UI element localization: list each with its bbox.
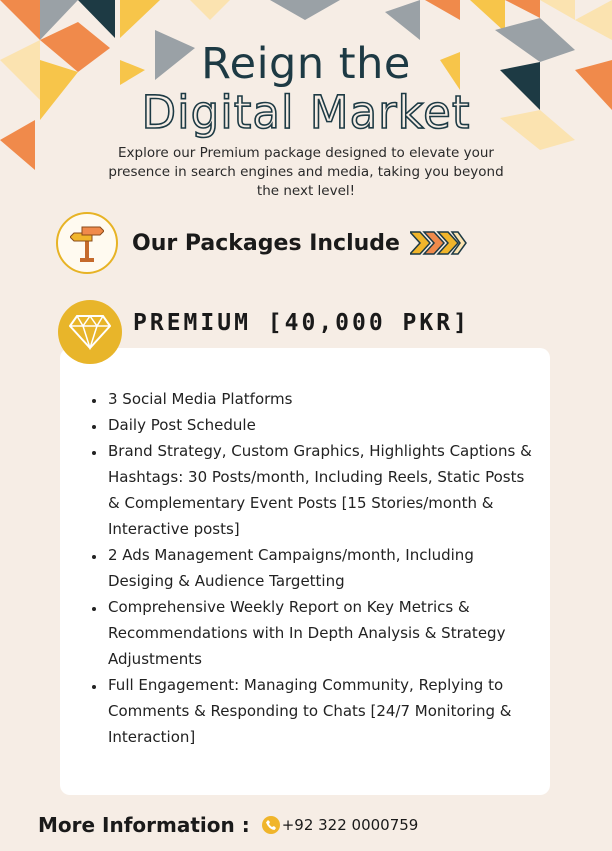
premium-title: PREMIUM [40,000 PKR] <box>133 310 470 336</box>
diamond-icon <box>58 300 122 364</box>
title-line-2: Digital Market <box>141 86 471 139</box>
title-block <box>0 40 612 138</box>
packages-heading-row <box>56 212 468 274</box>
packages-heading: Our Packages Include <box>132 230 400 256</box>
feature-item: • Comprehensive Weekly Report on Key Metrics & Recommendations with In Depth Analysis & Strategy Adjustments <box>106 594 532 672</box>
feature-item: • 2 Ads Management Campaigns/month, Including Desiging & Audience Targetting <box>106 542 532 594</box>
title-line-1: Reign the <box>201 39 411 89</box>
features-card <box>60 348 550 795</box>
feature-item: • 3 Social Media Platforms <box>106 386 532 412</box>
feature-item: • Full Engagement: Managing Community, Replying to Comments & Responding to Chats [24/7 Monitoring & Interaction] <box>106 672 532 750</box>
signpost-icon <box>56 212 118 274</box>
phone-number[interactable]: +92 322 0000759 <box>281 816 419 834</box>
features-list <box>60 348 550 750</box>
footer <box>38 810 418 840</box>
phone-icon <box>262 816 280 834</box>
subtitle: Explore our Premium package designed to elevate your presence in search engines and media, taking you beyond the next level! <box>108 145 504 199</box>
feature-item: • Daily Post Schedule <box>106 412 532 438</box>
chevron-arrows-icon <box>410 228 468 258</box>
more-info-label: More Information : <box>38 813 250 837</box>
feature-item: • Brand Strategy, Custom Graphics, Highlights Captions & Hashtags: 30 Posts/month, Including Reels, Static Posts & Complementary Event Posts [15 Stories/month & Interactive posts] <box>106 438 532 542</box>
